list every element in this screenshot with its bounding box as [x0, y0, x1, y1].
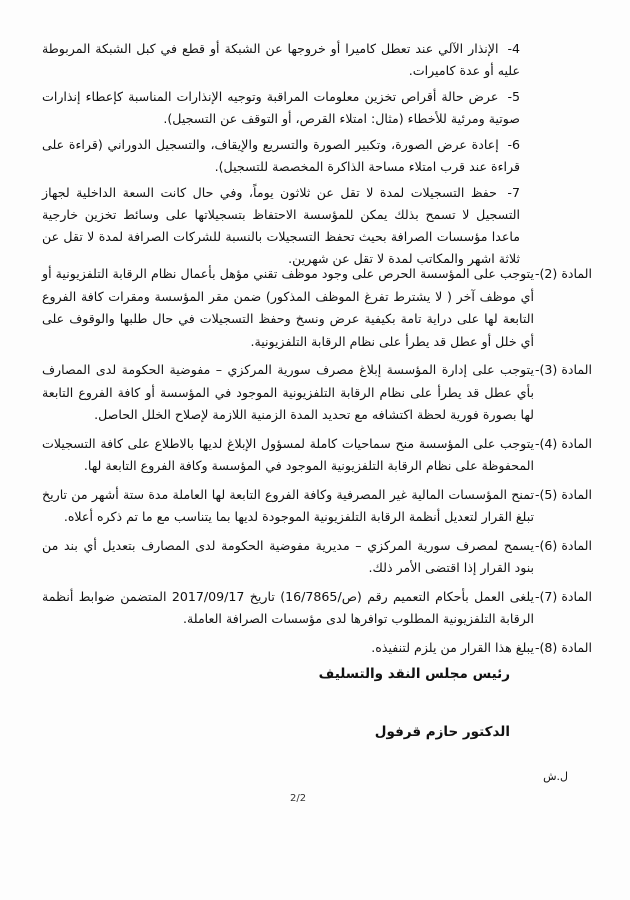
- article-label: المادة (3)-: [534, 362, 592, 377]
- article-text: يلغى العمل بأحكام التعميم رقم (ص/16/7865) تاريخ 2017/09/17 المتضمن ضوابط أنظمة الرقابة التلفزيونية المطلوب توافرها لدى مؤسسات الصرافة العاملة.: [42, 588, 534, 626]
- article-text: يبلغ هذا القرار من يلزم لتنفيذه.: [371, 639, 534, 655]
- list-item-number: 7-: [507, 185, 520, 200]
- list-item-number: 5-: [507, 89, 520, 104]
- article-text: يتوجب على المؤسسة الحرص على وجود موظف تقني مؤهل بأعمال نظام الرقابة التلفزيونية أو أي موظف آخر ( لا يشترط تفرغ الموظف المذكور) ضمن مقر المؤسسة ومقرات كافة الفروع التابعة لها على دراية تامة بكيفية عرض ونسخ وحفظ التسجيلات في حال طلبها والوقوف على أي خلل أو عطل قد يطرأ على نظام الرقابة التلفزيونية.: [42, 266, 534, 349]
- list-item-text: إعادة عرض الصورة، وتكبير الصورة والتسريع والإيقاف، والتسجيل الدوراني (قراءة على قراءة عند قرب امتلاء مساحة الذاكرة المخصصة للتسجيل).: [42, 137, 520, 174]
- article-label: المادة (5)-: [534, 486, 592, 502]
- article-text: يسمح لمصرف سورية المركزي – مديرية مفوضية الحكومة لدى المصارف بتعديل أي بند من بنود القرار إذا اقتضى الأمر ذلك.: [42, 537, 534, 575]
- article-label: المادة (2)-: [534, 266, 592, 281]
- signatory-name: الدكتور حازم قرفول: [374, 724, 510, 740]
- author-initials: ل.ش: [543, 770, 568, 783]
- article-text: يتوجب على إدارة المؤسسة إبلاغ مصرف سورية المركزي – مفوضية الحكومة لدى المصارف بأي عطل قد يطرأ على نظام الرقابة التلفزيونية الموجود في المؤسسة أو كافة الفروع التابعة لها بصورة فورية لحظة اكتشافه مع تحديد المدة الزمنية اللازمة لإصلاح الخلل الحاصل.: [42, 362, 534, 422]
- list-item: [42, 86, 520, 130]
- numbered-list: [42, 38, 520, 274]
- article-3: [42, 359, 592, 427]
- list-item-number: 6-: [507, 137, 520, 152]
- article-2: [42, 263, 592, 353]
- list-item: [42, 182, 520, 270]
- article-5: [42, 484, 592, 529]
- article-4: [42, 433, 592, 478]
- article-7: [42, 586, 592, 631]
- article-label: المادة (8)-: [534, 639, 592, 655]
- list-item-text: حفظ التسجيلات لمدة لا تقل عن ثلاثون يوماً، وفي حال كانت السعة الداخلية لجهاز التسجيل لا تسمح بذلك يمكن للمؤسسة الاحتفاظ بتسجيلاتها على وسائط تخزين خارجية ماعدا مؤسسات الصرافة بحيث تحفظ التسجيلات بالنسبة للشركات الصرافة لمدة لا تقل عن ثلاثة اشهر والمكاتب لمدة لا تقل عن شهرين.: [42, 185, 520, 266]
- list-item-number: 4-: [507, 41, 520, 56]
- list-item-text: عرض حالة أقراص تخزين معلومات المراقبة وتوجيه الإنذارات المناسبة كإعطاء إنذارات صوتية ومرئية للأخطاء (مثال: امتلاء القرص، أو التوقف عن التسجيل).: [42, 89, 520, 126]
- article-text: تمنح المؤسسات المالية غير المصرفية وكافة الفروع التابعة لها العاملة مدة ستة أشهر من تاريخ تبلغ القرار لتعديل أنظمة الرقابة التلفزيونية الموجودة لديها بما يتناسب مع ما تم ذكره أعلاه.: [42, 486, 534, 524]
- page-number: 2/2: [290, 793, 307, 804]
- list-item-text: الإنذار الآلي عند تعطل كاميرا أو خروجها عن الشبكة أو قطع في كبل الشبكة المربوطة عليه أو عدة كاميرات.: [42, 41, 520, 78]
- article-label: المادة (6)-: [534, 537, 592, 553]
- articles-section: [42, 263, 592, 665]
- list-item: [42, 134, 520, 178]
- article-8: [42, 637, 592, 660]
- signatory-title: رئيس مجلس النقد والتسليف: [318, 666, 510, 682]
- article-label: المادة (7)-: [534, 588, 592, 604]
- article-label: المادة (4)-: [534, 435, 592, 451]
- list-item: [42, 38, 520, 82]
- article-text: يتوجب على المؤسسة منح سماحيات كاملة لمسؤول الإبلاغ لديها بالاطلاع على كافة التسجيلات المحفوظة على نظام الرقابة التلفزيونية الموجود في المؤسسة وكافة الفروع التابعة لها.: [42, 435, 534, 473]
- article-6: [42, 535, 592, 580]
